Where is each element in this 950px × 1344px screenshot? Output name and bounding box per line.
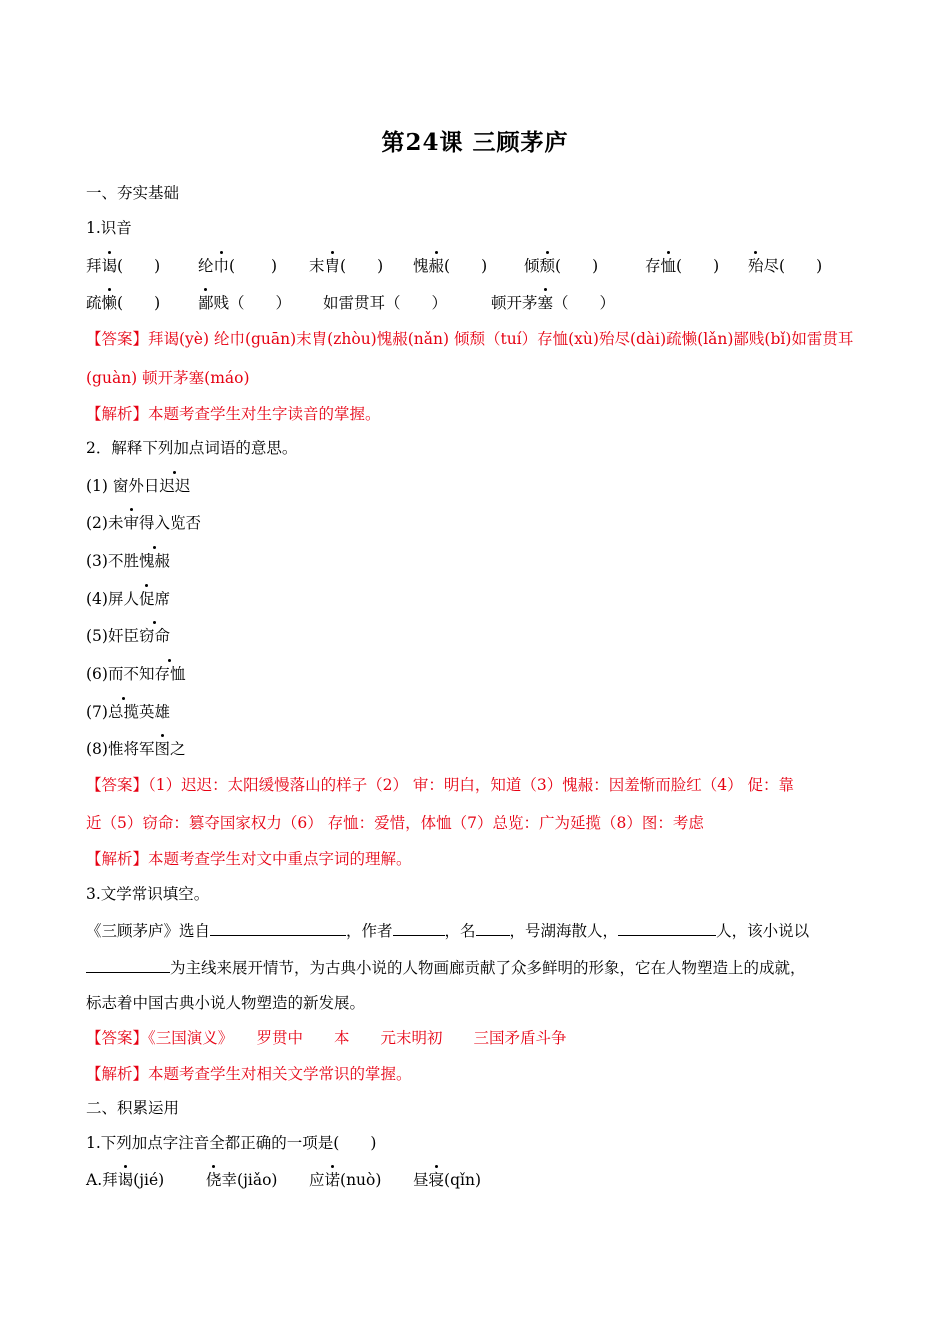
question-2-heading: 2．解释下列加点词语的意思。 xyxy=(86,439,298,457)
word-item: (4)屏人促席 xyxy=(86,590,170,608)
word-item: (1) 窗外日迟迟 xyxy=(86,477,191,495)
pronunciation-item: 纶巾( ) xyxy=(198,257,278,275)
answer-blank[interactable] xyxy=(393,919,445,936)
word-item: (6)而不知存恤 xyxy=(86,665,186,683)
answer-2-line-2: 近（5）窃命：篡夺国家权力（6） 存恤：爱惜，体恤（7）总览：广为延揽（8）图：考虑 xyxy=(86,814,704,832)
pronunciation-item: 如雷贯耳（ ） xyxy=(323,294,448,312)
pronunciation-item: 倾颓( ) xyxy=(524,257,599,275)
pronunciation-item: 拜谒( ) xyxy=(86,257,161,275)
word-item: (7)总揽英雄 xyxy=(86,703,170,721)
fill-in-line-1: 《三顾茅庐》选自 ，作者 ，名 ，号湖海散人， 人，该小说以 xyxy=(86,919,809,942)
pronunciation-item: 愧赧( ) xyxy=(413,257,488,275)
fill-in-line-2: 为主线来展开情节，为古典小说的人物画廊贡献了众多鲜明的形象，它在人物塑造上的成就， xyxy=(86,956,806,979)
section-heading-2: 二、积累运用 xyxy=(86,1099,180,1117)
answer-3: 【答案】《三国演义》 罗贯中 本 元末明初 三国矛盾斗争 xyxy=(86,1029,567,1047)
option-a-item: 侥幸(jiǎo) xyxy=(206,1171,278,1189)
pronunciation-item: 鄙贱（ ） xyxy=(198,294,292,312)
answer-blank[interactable] xyxy=(210,919,346,936)
pronunciation-item: 殆尽( ) xyxy=(748,257,823,275)
word-item: (3)不胜愧赧 xyxy=(86,552,170,570)
pronunciation-item: 存恤( ) xyxy=(645,257,720,275)
option-a-item: 昼寝(qǐn) xyxy=(413,1171,481,1189)
pronunciation-item: 末胄( ) xyxy=(309,257,384,275)
answer-1-line-1: 【答案】拜谒(yè) 纶巾(guān)末胄(zhòu)愧赧(nǎn) 倾颓（tuí）存恤(xù)殆尽(dài)疏懒(lǎn)鄙贱(bǐ)如雷贯耳 xyxy=(86,330,854,348)
question-3-heading: 3.文学常识填空。 xyxy=(86,885,210,903)
word-item: (8)惟将军图之 xyxy=(86,740,186,758)
option-a-item: A.拜谒(jié) xyxy=(86,1171,165,1189)
question-1-heading: 1.识音 xyxy=(86,219,132,237)
explanation-2: 【解析】本题考查学生对文中重点字词的理解。 xyxy=(86,850,412,868)
word-item: (5)奸臣窃命 xyxy=(86,627,170,645)
word-item: (2)未审得入览否 xyxy=(86,514,201,532)
explanation-1: 【解析】本题考查学生对生字读音的掌握。 xyxy=(86,405,381,423)
explanation-3: 【解析】本题考查学生对相关文学常识的掌握。 xyxy=(86,1065,412,1083)
answer-blank[interactable] xyxy=(476,919,510,936)
option-a-item: 应诺(nuò) xyxy=(309,1171,382,1189)
pronunciation-item: 疏懒( ) xyxy=(86,294,161,312)
page-title: 第24课 三顾茅庐 xyxy=(381,129,569,156)
answer-blank[interactable] xyxy=(618,919,716,936)
answer-2-line-1: 【答案】（1）迟迟：太阳缓慢落山的样子（2） 审：明白，知道（3）愧赧：因羞惭而脸红（4） 促：靠 xyxy=(86,776,795,794)
question-4-heading: 1.下列加点字注音全都正确的一项是( ) xyxy=(86,1134,377,1152)
fill-in-line-3: 标志着中国古典小说人物塑造的新发展。 xyxy=(86,994,366,1012)
pronunciation-item: 顿开茅塞（ ） xyxy=(491,294,616,312)
section-heading-1: 一、夯实基础 xyxy=(86,184,180,202)
answer-blank[interactable] xyxy=(86,956,170,973)
answer-1-line-2: (guàn) 顿开茅塞(máo) xyxy=(86,369,250,387)
